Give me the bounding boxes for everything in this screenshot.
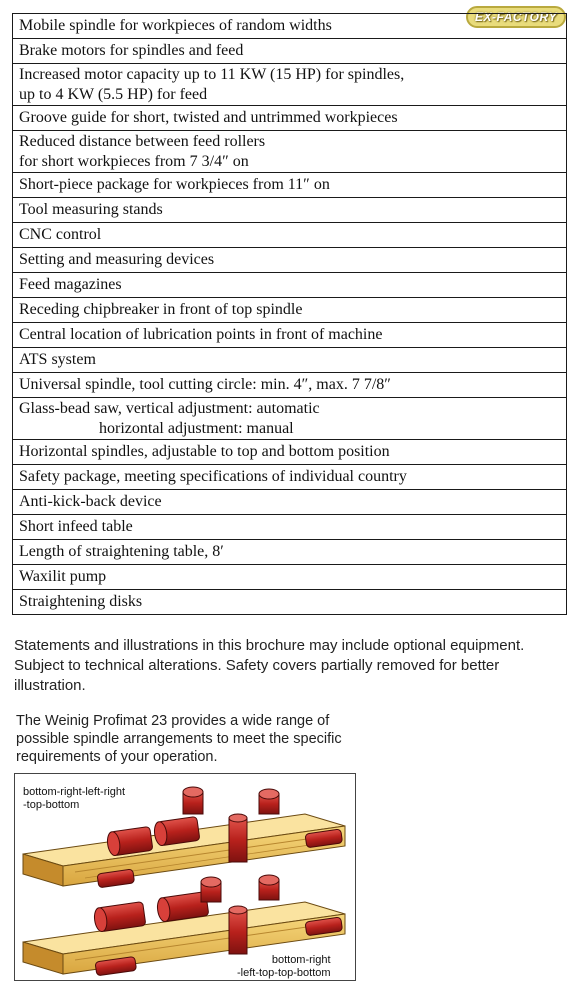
- option-cell: Groove guide for short, twisted and untrimmed workpieces: [13, 106, 567, 131]
- table-row: [13, 273, 567, 298]
- table-row: [13, 465, 567, 490]
- table-row: [13, 540, 567, 565]
- table-row: [13, 590, 567, 615]
- disclaimer-text: Statements and illustrations in this brochure may include optional equipment. Subject to technical alterations. Safety covers partially removed for better illustration.: [14, 637, 525, 694]
- options-table: [12, 13, 567, 615]
- table-row: [13, 223, 567, 248]
- option-cell: Brake motors for spindles and feed: [13, 39, 567, 64]
- option-cell: Short-piece package for workpieces from 11″ on: [13, 173, 567, 198]
- table-row: [13, 14, 567, 39]
- option-cell: Increased motor capacity up to 11 KW (15 HP) for spindles, up to 4 KW (5.5 HP) for feed: [13, 64, 567, 106]
- option-cell: Horizontal spindles, adjustable to top and bottom position: [13, 440, 567, 465]
- table-row: [13, 106, 567, 131]
- table-row: [13, 248, 567, 273]
- ex-factory-logo: EX-FACTORY: [466, 6, 566, 28]
- description-text: The Weinig Profimat 23 provides a wide range of possible spindle arrangements to meet the specific requirements of your operation.: [16, 713, 342, 765]
- table-row: [13, 131, 567, 173]
- option-cell: Anti-kick-back device: [13, 490, 567, 515]
- option-cell: Glass-bead saw, vertical adjustment: automatic horizontal adjustment: manual: [13, 398, 567, 440]
- option-cell: Reduced distance between feed rollers for short workpieces from 7 3/4″ on: [13, 131, 567, 173]
- table-row: [13, 348, 567, 373]
- table-row: [13, 565, 567, 590]
- arrangement-label-bottom: bottom-right -left-top-top-bottom: [237, 954, 331, 979]
- option-cell: Receding chipbreaker in front of top spindle: [13, 298, 567, 323]
- table-row: [13, 39, 567, 64]
- option-cell: Feed magazines: [13, 273, 567, 298]
- table-row: [13, 198, 567, 223]
- option-cell: Safety package, meeting specifications of individual country: [13, 465, 567, 490]
- spindle-arrangement-illustration: [14, 773, 356, 981]
- table-row: [13, 490, 567, 515]
- option-cell: Straightening disks: [13, 590, 567, 615]
- table-row: [13, 173, 567, 198]
- option-cell: Tool measuring stands: [13, 198, 567, 223]
- option-cell: Setting and measuring devices: [13, 248, 567, 273]
- option-cell: Central location of lubrication points in front of machine: [13, 323, 567, 348]
- option-cell: Short infeed table: [13, 515, 567, 540]
- table-row: [13, 323, 567, 348]
- table-row: [13, 64, 567, 106]
- table-row: [13, 298, 567, 323]
- table-row: [13, 515, 567, 540]
- option-cell: CNC control: [13, 223, 567, 248]
- option-cell: Mobile spindle for workpieces of random widths: [13, 14, 567, 39]
- table-row: [13, 373, 567, 398]
- option-cell: Length of straightening table, 8′: [13, 540, 567, 565]
- option-cell: Waxilit pump: [13, 565, 567, 590]
- arrangement-label-top: bottom-right-left-right -top-bottom: [23, 786, 126, 811]
- table-row: [13, 398, 567, 440]
- table-row: [13, 440, 567, 465]
- option-cell: Universal spindle, tool cutting circle: min. 4″, max. 7 7/8″: [13, 373, 567, 398]
- option-cell: ATS system: [13, 348, 567, 373]
